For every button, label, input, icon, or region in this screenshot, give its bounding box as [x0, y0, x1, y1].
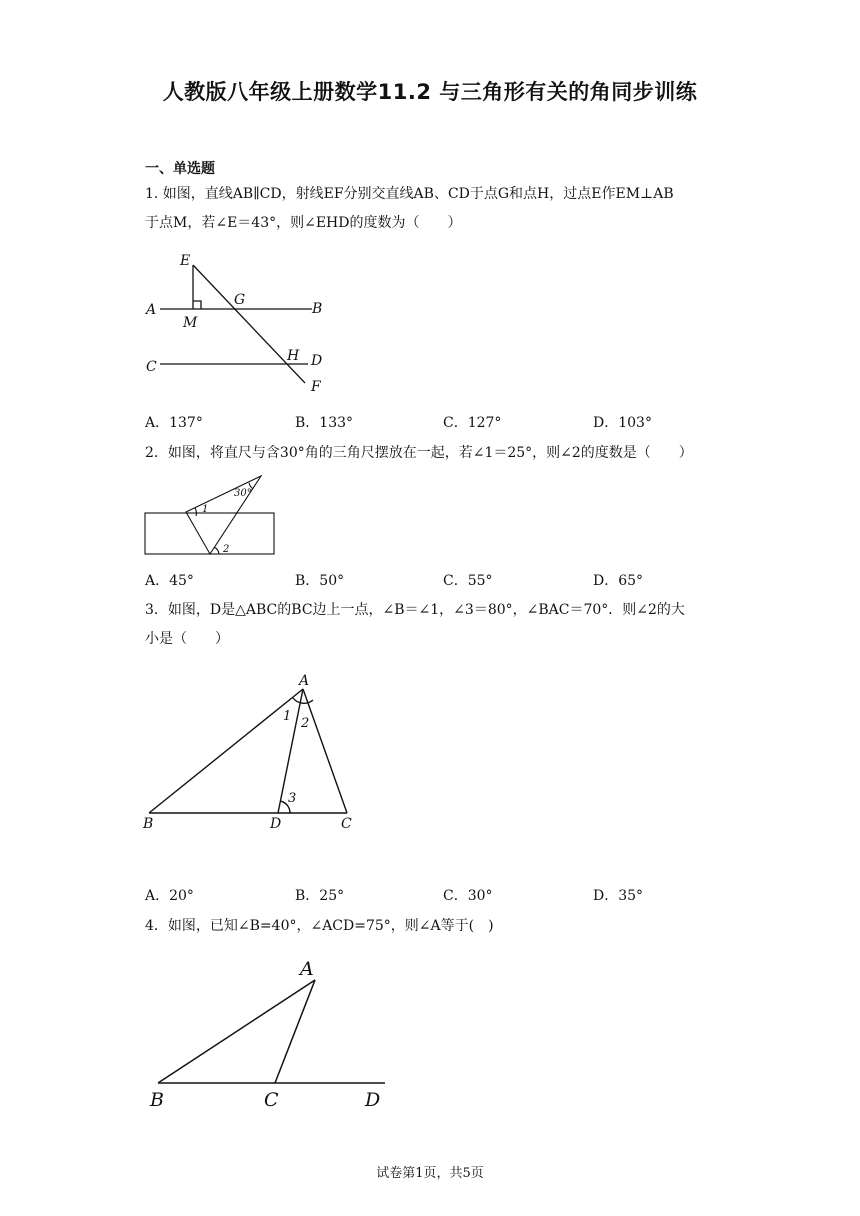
- option-a[interactable]: A．45°: [145, 573, 194, 589]
- question-3-line-2: 小是（ ）: [145, 631, 229, 647]
- option-a[interactable]: A．137°: [145, 415, 203, 431]
- label-angle-2: 2: [223, 544, 230, 555]
- ray-ef: [193, 265, 305, 383]
- right-angle-mark: [193, 301, 201, 309]
- label-angle-3: 3: [288, 791, 297, 806]
- option-b[interactable]: B．25°: [295, 888, 345, 904]
- label-b: B: [143, 816, 154, 832]
- question-4-line-1: 4．如图，已知∠B=40°，∠ACD=75°，则∠A等于( ): [145, 918, 494, 934]
- option-c[interactable]: C．55°: [443, 573, 493, 589]
- question-2-line-1: 2．如图，将直尺与含30°角的三角尺摆放在一起，若∠1＝25°，则∠2的度数是（ ）: [145, 445, 693, 461]
- label-c: C: [146, 359, 157, 375]
- label-g: G: [234, 292, 246, 308]
- option-a[interactable]: A．20°: [145, 888, 194, 904]
- label-c: C: [264, 1089, 279, 1111]
- section-heading: 一、单选题: [145, 161, 215, 177]
- label-angle-2: 2: [301, 716, 310, 731]
- question-1: [145, 180, 725, 238]
- label-b: B: [312, 301, 323, 317]
- option-c[interactable]: C．30°: [443, 888, 493, 904]
- label-b: B: [150, 1089, 164, 1111]
- label-a: A: [300, 958, 314, 980]
- question-3-line-1: 3．如图，D是△ABC的BC边上一点，∠B＝∠1，∠3＝80°，∠BAC＝70°．则∠2的大: [145, 602, 685, 618]
- figure-4: [140, 950, 400, 1120]
- segment-ba: [158, 980, 315, 1083]
- question-4: [145, 912, 725, 941]
- page-footer: 试卷第1页，共5页: [376, 1166, 484, 1181]
- angle-a-arc: [293, 698, 313, 703]
- question-3: [145, 596, 725, 654]
- label-e: E: [180, 253, 191, 269]
- option-b[interactable]: B．50°: [295, 573, 345, 589]
- label-m: M: [183, 315, 198, 331]
- option-d[interactable]: D．35°: [593, 888, 644, 904]
- label-d: D: [311, 353, 323, 369]
- label-h: H: [287, 348, 300, 364]
- label-angle-1: 1: [202, 504, 209, 515]
- figure-3: [135, 665, 365, 835]
- label-a: A: [146, 302, 157, 318]
- figure-1: [140, 250, 340, 400]
- option-b[interactable]: B．133°: [295, 415, 354, 431]
- segment-ab: [149, 689, 303, 813]
- label-f: F: [311, 379, 321, 395]
- label-d: D: [270, 816, 282, 832]
- option-d[interactable]: D．65°: [593, 573, 644, 589]
- label-d: D: [365, 1089, 381, 1111]
- segment-ac: [303, 689, 347, 813]
- question-1-line-2: 于点M，若∠E＝43°，则∠EHD的度数为（ ）: [145, 215, 462, 231]
- label-30: 30°: [234, 488, 252, 499]
- ruler-rect: [145, 513, 274, 554]
- segment-ac: [275, 980, 315, 1083]
- label-angle-1: 1: [283, 709, 292, 724]
- question-1-line-1: 1. 如图，直线AB∥CD，射线EF分别交直线AB、CD于点G和点H，过点E作EM⊥AB: [145, 186, 674, 202]
- angle-2-arc: [214, 547, 219, 554]
- option-d[interactable]: D．103°: [593, 415, 652, 431]
- question-2: [145, 439, 725, 468]
- label-c: C: [341, 816, 352, 832]
- option-c[interactable]: C．127°: [443, 415, 502, 431]
- label-a: A: [299, 673, 310, 689]
- figure-2: [140, 470, 280, 560]
- page-title: 人教版八年级上册数学11.2 与三角形有关的角同步训练: [162, 80, 698, 104]
- angle-1-arc: [195, 508, 196, 516]
